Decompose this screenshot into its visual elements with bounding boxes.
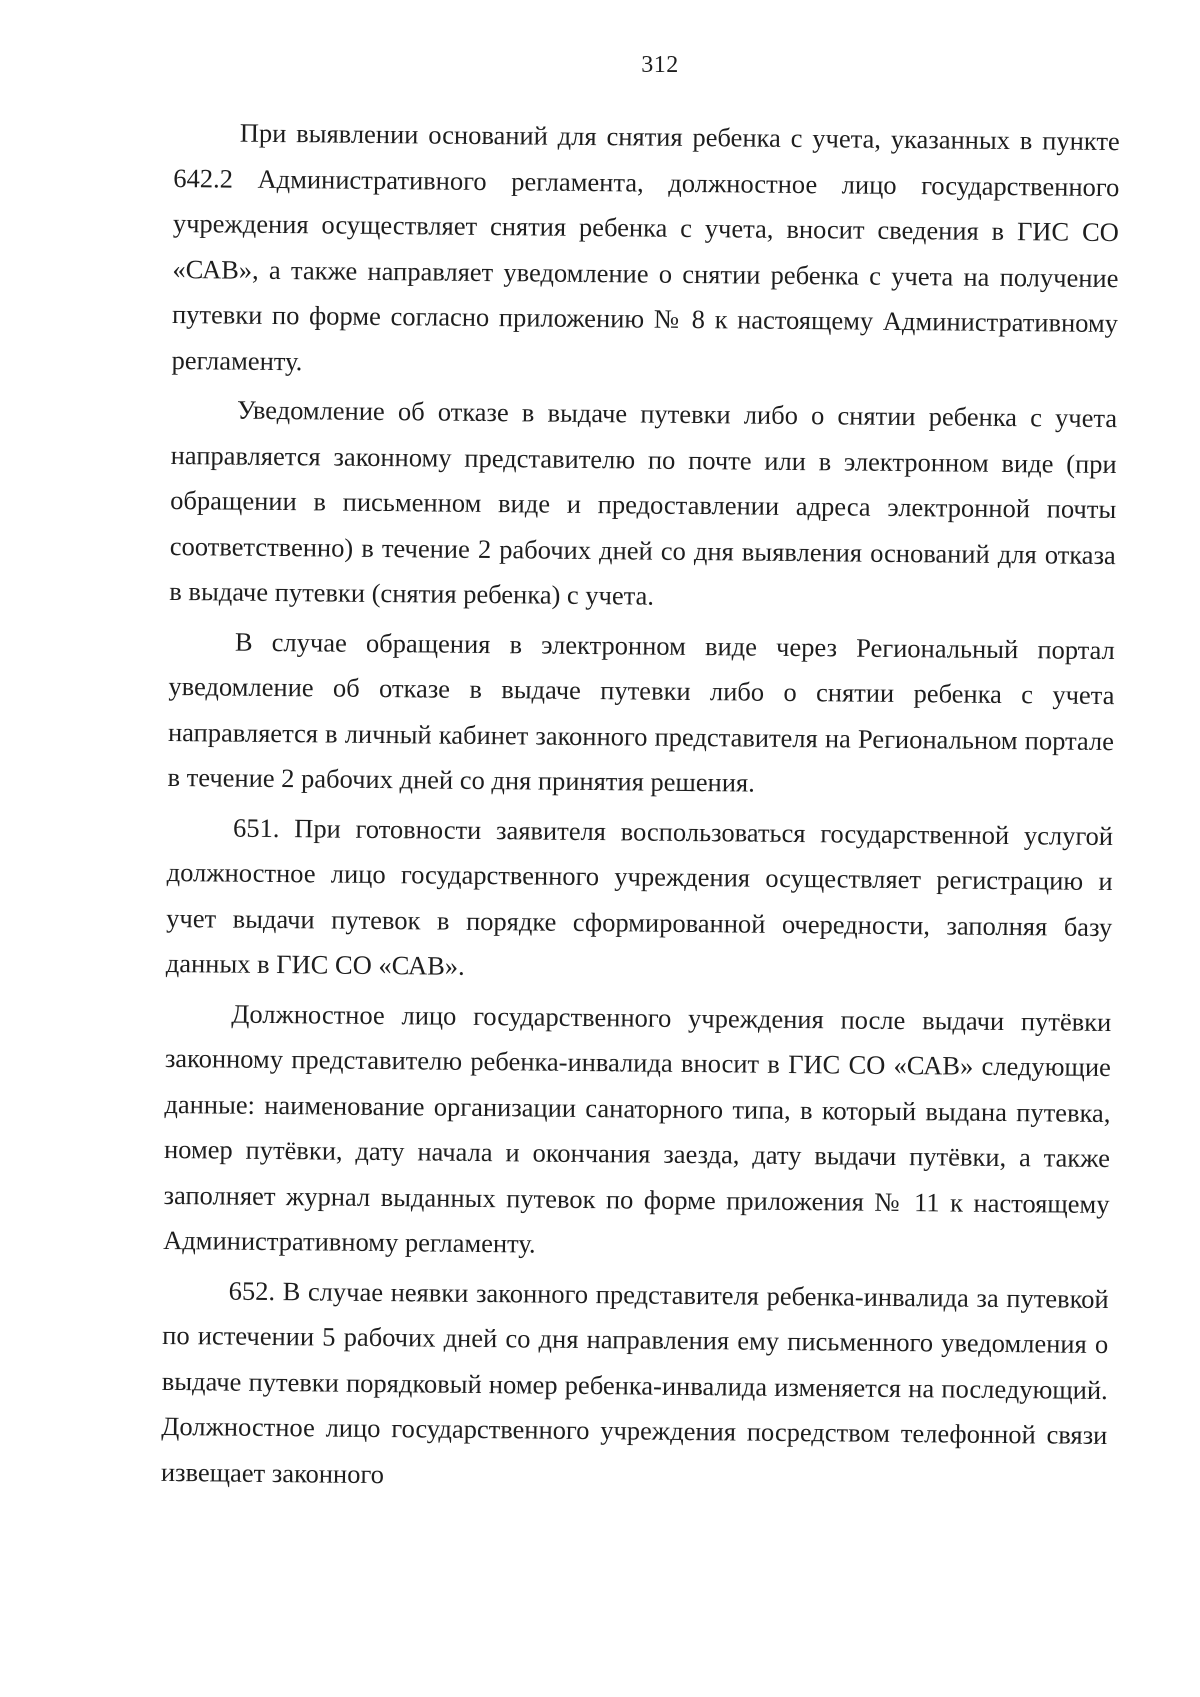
paragraph-official-data-entry: Должностное лицо государственного учреждения после выдачи путёвки законному представителю ребенка-инвалида вносит в ГИС СО «САВ» следующие данные: наименование организации санаторного типа, в который выдана путевка, номер путёвки, дату начала и окончания заезда, дату выдачи путёвки, а также заполняет журнал выданных путевок по форме приложения № 11 к настоящему Административному регламенту. — [163, 998, 1112, 1259]
paragraph-651: 651. При готовности заявителя воспользоваться государственной услугой должностное лицо государственного учреждения осуществляет регистрацию и учет выдачи путевок в порядке сформированной очередности, заполняя базу данных в ГИС СО «САВ». — [165, 812, 1114, 981]
page-number: 312 — [641, 52, 679, 78]
document-body — [161, 110, 1120, 1508]
paragraph-electronic-portal: В случае обращения в электронном виде через Региональный портал уведомление об отказе в выдаче путевки либо о снятии ребенка с учета направляется в личный кабинет законного представителя на Региональном портале в течение 2 рабочих дней со дня принятия решения. — [167, 626, 1116, 798]
paragraph-refusal-notification: Уведомление об отказе в выдаче путевки либо о снятии ребенка с учета направляется законному представителю по почте или в электронном виде (при обращении в письменном виде и предоставлении адреса электронной почты соответственно) в течение 2 рабочих дней со дня выявления оснований для отказа в выдаче путевки (снятия ребенка) с учета. — [169, 394, 1118, 611]
paragraph-652: 652. В случае неявки законного представителя ребенка-инвалида за путевкой по истечении 5 рабочих дней со дня направления ему письменного уведомления о выдаче путевки порядковый номер ребенка-инвалида изменяется на последующий. Должностное лицо государственного учреждения посредством телефонной связи извещает законного — [160, 1275, 1109, 1489]
paragraph-deregistration-grounds: При выявлении оснований для снятия ребенка с учета, указанных в пункте 642.2 Административного регламента, должностное лицо государственного учреждения осуществляет снятия ребенка с учета, вносит сведения в ГИС СО «САВ», а также направляет уведомление о снятии ребенка с учета на получение путевки по форме согласно приложению № 8 к настоящему Административному регламенту. — [171, 117, 1120, 376]
